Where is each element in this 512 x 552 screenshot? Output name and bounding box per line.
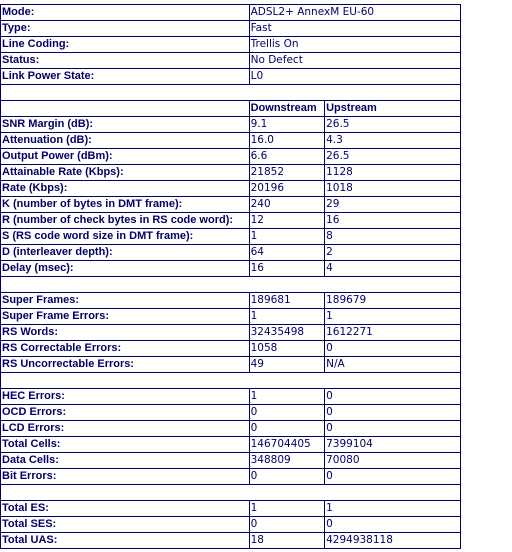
line-stat-label: S (RS code word size in DMT frame): [1,229,249,244]
frame-stat-downstream-value: 32435498 [250,325,324,340]
line-stat-upstream-value: 2 [325,245,460,260]
error-second-stat-upstream-value: 1 [325,501,460,516]
error-second-stat-label: Total ES: [1,501,249,516]
line-stat-downstream-value: 64 [250,245,324,260]
line-stat-label: Attainable Rate (Kbps): [1,165,249,180]
frame-stat-downstream-value: 189681 [250,293,324,308]
cell-stat-downstream-value: 0 [250,469,324,484]
status-label: Status: [1,53,249,68]
frame-stat-downstream-value: 1 [250,309,324,324]
column-header-row [1,101,460,116]
cell-stat-label: Bit Errors: [1,469,249,484]
type-value: Fast [250,21,460,36]
line-stat-upstream-value: 4.3 [325,133,460,148]
spacer-cell [1,373,460,388]
cell-stat-upstream-value: 7399104 [325,437,460,452]
line-stat-downstream-value: 16.0 [250,133,324,148]
cell-stat-upstream-value: 0 [325,421,460,436]
table-row [1,357,460,372]
error-second-stat-downstream-value: 0 [250,517,324,532]
line-stat-upstream-value: 4 [325,261,460,276]
cell-stat-label: OCD Errors: [1,405,249,420]
line-stat-label: D (interleaver depth): [1,245,249,260]
line-stat-label: SNR Margin (dB): [1,117,249,132]
line-stat-label: Attenuation (dB): [1,133,249,148]
line-stat-label: Output Power (dBm): [1,149,249,164]
table-row [1,133,460,148]
error-second-stat-label: Total UAS: [1,533,249,548]
cell-stat-label: LCD Errors: [1,421,249,436]
table-row [1,261,460,276]
table-row [1,149,460,164]
status-value: No Defect [250,53,460,68]
error-second-stat-downstream-value: 1 [250,501,324,516]
table-row [1,325,460,340]
line-stat-downstream-value: 21852 [250,165,324,180]
adsl-statistics-table [0,4,461,549]
frame-stat-label: Super Frame Errors: [1,309,249,324]
spacer-row [1,85,460,100]
mode-value: ADSL2+ AnnexM EU-60 [250,5,460,20]
line-coding-value: Trellis On [250,37,460,52]
line-stat-label: Rate (Kbps): [1,181,249,196]
frame-stat-label: RS Uncorrectable Errors: [1,357,249,372]
table-row [1,437,460,452]
table-row [1,389,460,404]
line-stat-upstream-value: 26.5 [325,149,460,164]
mode-row [1,5,460,20]
line-stat-downstream-value: 9.1 [250,117,324,132]
cell-stat-downstream-value: 348809 [250,453,324,468]
error-second-stat-label: Total SES: [1,517,249,532]
table-row [1,293,460,308]
cell-stat-upstream-value: 70080 [325,453,460,468]
cell-stat-label: Data Cells: [1,453,249,468]
statistics-table-body [1,5,460,548]
line-stat-downstream-value: 1 [250,229,324,244]
table-row [1,405,460,420]
link-power-state-value: L0 [250,69,460,84]
error-second-stat-upstream-value: 4294938118 [325,533,460,548]
table-row [1,245,460,260]
cell-stat-upstream-value: 0 [325,469,460,484]
table-row [1,341,460,356]
table-row [1,469,460,484]
line-stat-upstream-value: 16 [325,213,460,228]
line-stat-label: R (number of check bytes in RS code word): [1,213,249,228]
line-coding-row [1,37,460,52]
spacer-row [1,373,460,388]
table-row [1,421,460,436]
line-stat-upstream-value: 26.5 [325,117,460,132]
table-row [1,181,460,196]
table-row [1,533,460,548]
table-row [1,501,460,516]
spacer-row [1,485,460,500]
error-second-stat-upstream-value: 0 [325,517,460,532]
cell-stat-label: Total Cells: [1,437,249,452]
line-stat-label: Delay (msec): [1,261,249,276]
column-header-blank [1,101,249,116]
table-row [1,517,460,532]
cell-stat-upstream-value: 0 [325,405,460,420]
table-row [1,309,460,324]
line-coding-label: Line Coding: [1,37,249,52]
type-label: Type: [1,21,249,36]
table-row [1,165,460,180]
line-stat-downstream-value: 16 [250,261,324,276]
frame-stat-downstream-value: 49 [250,357,324,372]
upstream-header: Upstream [325,101,460,116]
table-row [1,229,460,244]
line-stat-downstream-value: 12 [250,213,324,228]
frame-stat-label: RS Correctable Errors: [1,341,249,356]
link-power-state-row [1,69,460,84]
table-row [1,197,460,212]
line-stat-upstream-value: 29 [325,197,460,212]
table-row [1,213,460,228]
table-row [1,453,460,468]
downstream-header: Downstream [250,101,324,116]
line-stat-label: K (number of bytes in DMT frame): [1,197,249,212]
adsl-statistics-panel [0,4,461,549]
spacer-row [1,277,460,292]
frame-stat-upstream-value: N/A [325,357,460,372]
table-row [1,117,460,132]
link-power-state-label: Link Power State: [1,69,249,84]
frame-stat-upstream-value: 189679 [325,293,460,308]
cell-stat-downstream-value: 0 [250,421,324,436]
frame-stat-downstream-value: 1058 [250,341,324,356]
frame-stat-upstream-value: 1 [325,309,460,324]
cell-stat-upstream-value: 0 [325,389,460,404]
error-second-stat-downstream-value: 18 [250,533,324,548]
line-stat-downstream-value: 20196 [250,181,324,196]
spacer-cell [1,485,460,500]
frame-stat-label: RS Words: [1,325,249,340]
spacer-cell [1,277,460,292]
line-stat-downstream-value: 240 [250,197,324,212]
line-stat-upstream-value: 8 [325,229,460,244]
line-stat-downstream-value: 6.6 [250,149,324,164]
frame-stat-upstream-value: 0 [325,341,460,356]
frame-stat-upstream-value: 1612271 [325,325,460,340]
cell-stat-downstream-value: 146704405 [250,437,324,452]
type-row [1,21,460,36]
line-stat-upstream-value: 1128 [325,165,460,180]
mode-label: Mode: [1,5,249,20]
cell-stat-downstream-value: 1 [250,389,324,404]
status-row [1,53,460,68]
cell-stat-label: HEC Errors: [1,389,249,404]
cell-stat-downstream-value: 0 [250,405,324,420]
frame-stat-label: Super Frames: [1,293,249,308]
spacer-cell [1,85,460,100]
line-stat-upstream-value: 1018 [325,181,460,196]
